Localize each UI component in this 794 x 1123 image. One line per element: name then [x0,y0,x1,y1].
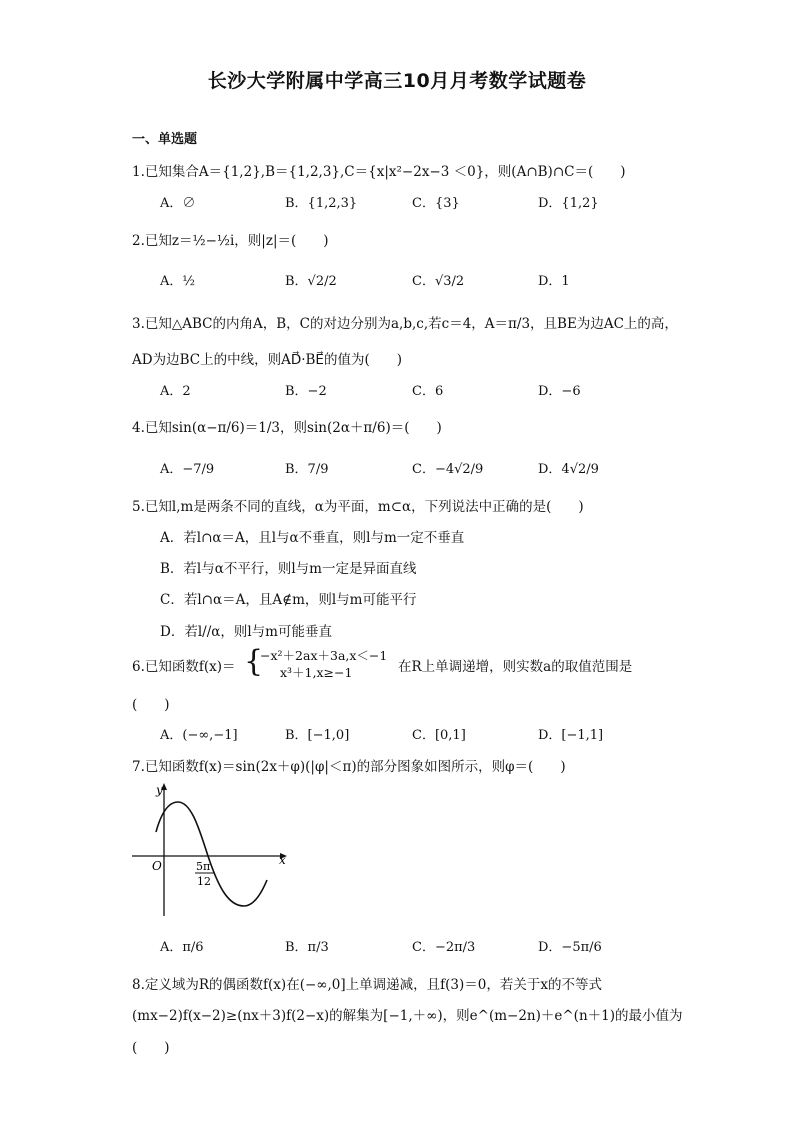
q1-option-a[interactable]: A．∅ [160,196,196,211]
q5-option-b[interactable]: B．若l与α不平行，则l与m一定是异面直线 [160,561,417,577]
q4-option-c[interactable]: C．−4√2/9 [412,462,484,477]
q1-option-d[interactable]: D．{1,2} [538,196,599,211]
q7-option-c[interactable]: C．−2π/3 [412,940,476,955]
q6-option-a[interactable]: A．(−∞,−1] [160,728,238,743]
sine-curve [156,802,267,906]
question-6-prefix: 6.已知函数f(x)＝ [132,659,236,675]
question-5-stem: 5.已知l,m是两条不同的直线，α为平面，m⊂α，下列说法中正确的是( ) [132,499,584,515]
q7-option-b[interactable]: B．π/3 [285,940,329,955]
tick-denominator: 12 [197,875,211,888]
q7-option-a[interactable]: A．π/6 [160,940,204,955]
q4-option-b[interactable]: B．7/9 [285,462,329,477]
question-1-stem: 1.已知集合A＝{1,2},B＝{1,2,3},C＝{x|x²−2x−3 ＜0}，则(A∩B)∩C＝( ) [132,164,626,180]
q8-answer-paren: ( ) [132,1040,170,1056]
q6-case-2: x³＋1,x≥−1 [280,665,353,680]
q2-option-a[interactable]: A．½ [160,274,195,289]
q6-option-b[interactable]: B．[−1,0] [285,728,350,743]
q3-option-d[interactable]: D．−6 [538,384,581,399]
question-2-stem: 2.已知z＝½−½i，则|z|＝( ) [132,233,329,249]
q7-option-d[interactable]: D．−5π/6 [538,940,602,955]
page-title: 长沙大学附属中学高三10月月考数学试题卷 [207,70,587,92]
q1-option-b[interactable]: B．{1,2,3} [285,196,358,211]
q2-option-d[interactable]: D．1 [538,274,570,289]
question-3-stem-line2: AD为边BC上的中线，则AD⃗·BE⃗的值为( ) [132,352,402,368]
q6-case-1: −x²＋2ax＋3a,x＜−1 [260,648,388,663]
origin-label: O [152,859,162,873]
q2-option-b[interactable]: B．√2/2 [285,274,337,289]
q1-option-c[interactable]: C．{3} [412,196,460,211]
q6-answer-paren: ( ) [132,697,170,713]
question-8-stem: 8.定义域为R的偶函数f(x)在(−∞,0]上单调递减，且f(3)＝0，若关于x的不等式 [132,977,602,993]
sine-graph [126,780,296,920]
question-7-stem: 7.已知函数f(x)＝sin(2x＋φ)(|φ|＜π)的部分图象如图所示，则φ＝( ) [132,759,566,775]
q6-option-d[interactable]: D．[−1,1] [538,728,604,743]
y-axis-label: y [156,783,163,797]
q3-option-b[interactable]: B．−2 [285,384,327,399]
q3-option-c[interactable]: C．6 [412,384,444,399]
section-heading: 一、单选题 [132,132,198,147]
question-4-stem: 4.已知sin(α−π/6)＝1/3，则sin(2α＋π/6)＝( ) [132,420,442,436]
question-6-suffix: 在R上单调递增，则实数a的取值范围是 [398,659,633,675]
q5-option-d[interactable]: D．若l//α，则l与m可能垂直 [160,624,332,640]
q5-option-c[interactable]: C．若l∩α＝A，且A∉m，则l与m可能平行 [160,592,417,608]
piecewise-brace: { [244,644,264,679]
q5-option-a[interactable]: A．若l∩α＝A，且l与α不垂直，则l与m一定不垂直 [160,530,465,546]
q2-option-c[interactable]: C．√3/2 [412,274,465,289]
q3-option-a[interactable]: A．2 [160,384,191,399]
question-3-stem: 3.已知△ABC的内角A，B，C的对边分别为a,b,c,若c＝4，A＝π/3，且BE为边AC上的高， [132,316,678,332]
q4-option-d[interactable]: D．4√2/9 [538,462,599,477]
tick-numerator: 5π [196,860,211,873]
x-axis-label: x [279,853,286,867]
q6-option-c[interactable]: C．[0,1] [412,728,466,743]
q4-option-a[interactable]: A．−7/9 [160,462,215,477]
question-8-stem-line2: (mx−2)f(x−2)≥(nx＋3)f(2−x)的解集为[−1,＋∞)，则e^(m−2n)＋e^(n＋1)的最小值为 [132,1008,683,1024]
